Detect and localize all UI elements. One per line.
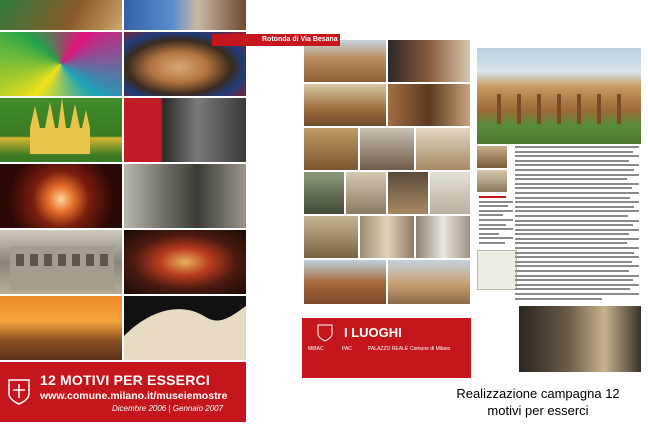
caption-line-2: motivi per esserci: [487, 403, 589, 418]
artwork-tile-7: [0, 164, 122, 228]
body-text-block: [515, 146, 639, 302]
photo-interior-2: [416, 128, 470, 170]
comune-crest-icon: [316, 324, 334, 342]
photo-dome: [388, 260, 470, 304]
sponsor-logo: PAC: [342, 346, 352, 352]
poster-dates: Dicembre 2006 | Gennaio 2007: [112, 404, 224, 413]
cathedral-icon: [0, 98, 122, 162]
photo-hall: [388, 84, 470, 126]
artwork-tile-12: [124, 296, 246, 360]
artwork-tile-1: [0, 0, 122, 30]
rotonda-header: Rotonda di Via Besana: [212, 34, 340, 46]
sponsor-logos: [306, 346, 468, 358]
photo-gallery-4: [430, 172, 470, 214]
wave-icon: [124, 296, 246, 360]
photo-interior-rotonda: [519, 306, 641, 372]
sponsor-logo: PALAZZO REALE: [368, 346, 409, 352]
comune-milano-logo-icon: [6, 378, 32, 406]
artwork-tile-10: [124, 230, 246, 294]
artwork-tile-6: [124, 98, 246, 162]
section-title: I LUOGHI: [344, 325, 402, 340]
photo-gallery-3: [388, 172, 428, 214]
photo-exhibit-room: [388, 40, 470, 82]
photo-rotonda: [477, 48, 641, 144]
photo-interior-1: [360, 128, 414, 170]
photo-rotonda-small-2: [477, 170, 507, 192]
photo-arcade: [304, 128, 358, 170]
artwork-tile-11: [0, 296, 122, 360]
building-icon: [0, 230, 122, 294]
photo-cloister: [304, 216, 358, 258]
artwork-tile-2: [124, 0, 246, 30]
sponsor-logo: MiBAC: [308, 346, 324, 352]
poster-banner: [0, 362, 246, 422]
photo-courtyard: [304, 84, 386, 126]
brochure-right-page: [475, 20, 643, 378]
photo-castle: [304, 260, 386, 304]
photo-columns: [360, 216, 414, 258]
artwork-tile-5: [0, 98, 122, 162]
artwork-tile-8: [124, 164, 246, 228]
sponsor-logo: Comune di Milano: [410, 346, 451, 352]
photo-gallery-1: [304, 172, 344, 214]
photo-map: [477, 250, 517, 290]
photo-statue: [416, 216, 470, 258]
poster-12-motivi: [0, 0, 246, 430]
brochure-left-page: [302, 20, 471, 378]
photo-palace: [304, 40, 386, 82]
caption-line-1: Realizzazione campagna 12: [456, 386, 620, 401]
brochure-spread: [302, 20, 643, 378]
artwork-tile-9: [0, 230, 122, 294]
photo-rotonda-small-1: [477, 146, 507, 168]
colonnade-icon: [477, 48, 641, 144]
poster-url[interactable]: www.comune.milano.it/museiemostre: [40, 390, 228, 402]
poster-title: 12 MOTIVI PER ESSERCI: [40, 372, 210, 388]
photo-gallery-2: [346, 172, 386, 214]
caption: [438, 385, 638, 419]
artwork-tile-3: [0, 32, 122, 96]
info-text-block: [479, 196, 513, 247]
